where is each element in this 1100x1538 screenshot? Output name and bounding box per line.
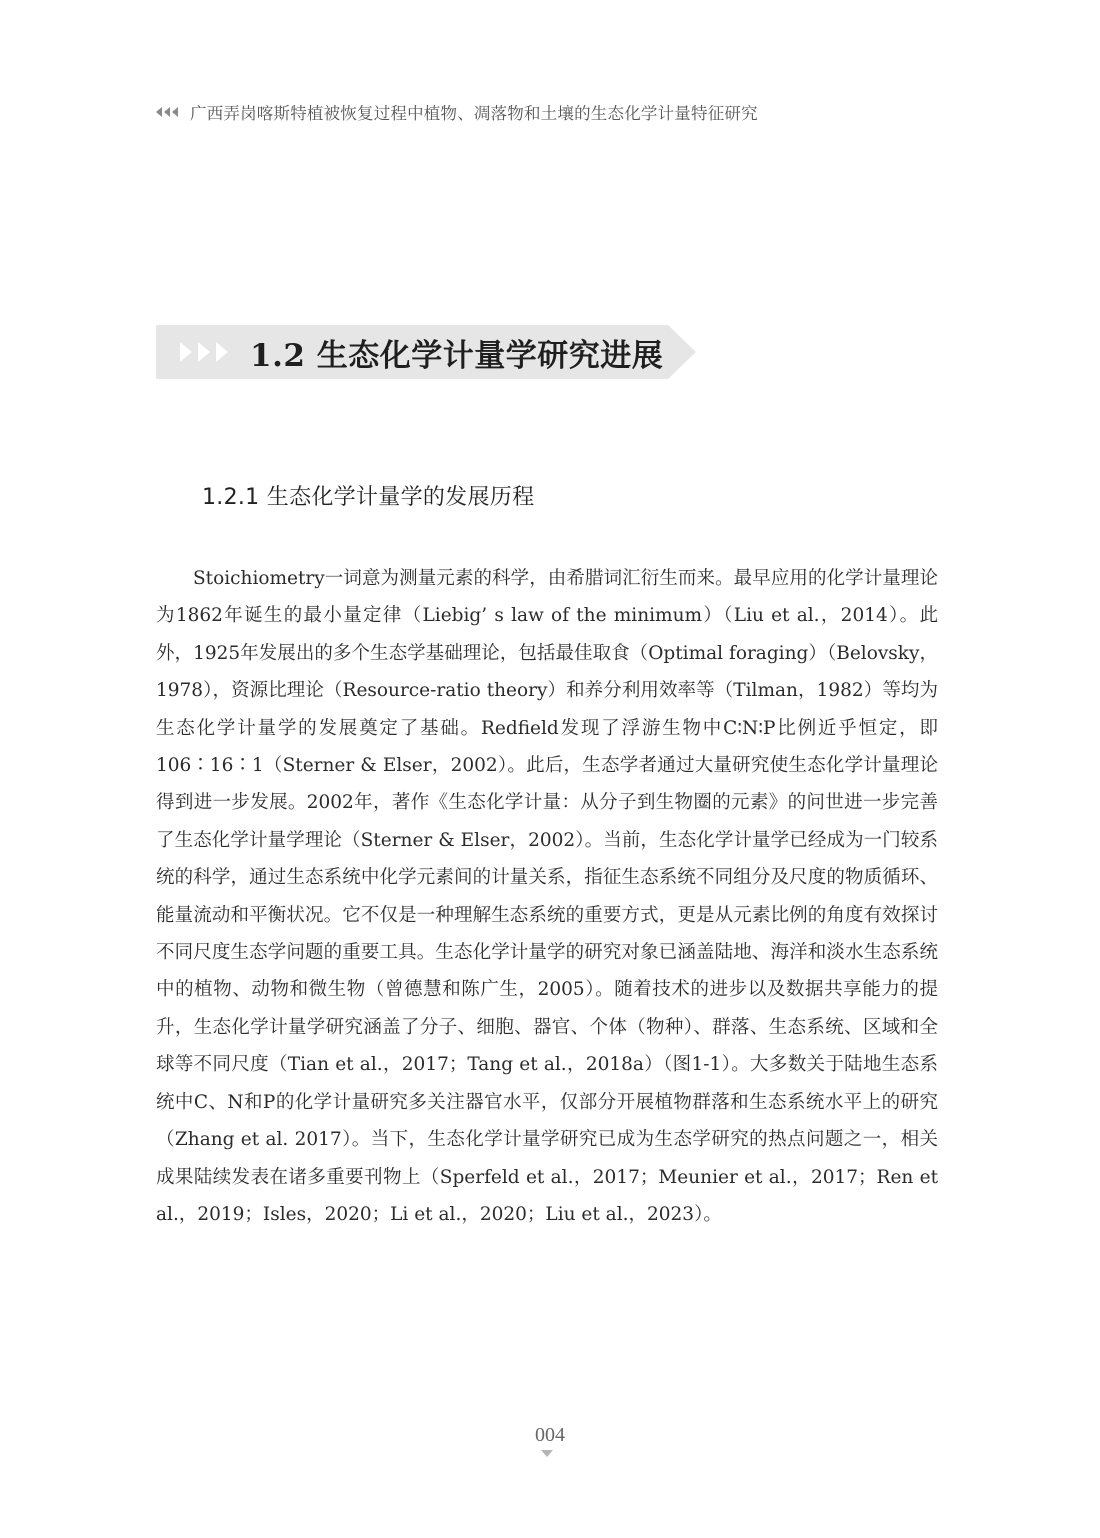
triple-right-chevron-icon [180, 342, 234, 362]
body-paragraph: Stoichiometry一词意为测量元素的科学，由希腊词汇衍生而来。最早应用的化学计量理论为1862年诞生的最小量定律（Liebig’ s law of the minimum）（Liu et al.，2014）。此外，1925年发展出的多个生态学基础理论，包括最佳取食（Optimal foraging）（Belovsky，1978），资源比理论（Resource-ratio theory）和养分利用效率等（Tilman，1982）等均为生态化学计量学的发展奠定了基础。Redfield发现了浮游生物中C∶N∶P比例近乎恒定，即106∶16∶1（Sterner & Elser，2002）。此后，生态学者通过大量研究使生态化学计量理论得到进一步发展。2002年，著作《生态化学计量：从分子到生物圈的元素》的问世进一步完善了生态化学计量学理论（Sterner & Elser，2002）。当前，生态化学计量学已经成为一门较系统的科学，通过生态系统中化学元素间的计量关系，指征生态系统不同组分及尺度的物质循环、能量流动和平衡状况。它不仅是一种理解生态系统的重要方式，更是从元素比例的角度有效探讨不同尺度生态学问题的重要工具。生态化学计量学的研究对象已涵盖陆地、海洋和淡水生态系统中的植物、动物和微生物（曾德慧和陈广生，2005）。随着技术的进步以及数据共享能力的提升，生态化学计量学研究涵盖了分子、细胞、器官、个体（物种）、群落、生态系统、区域和全球等不同尺度（Tian et al.，2017；Tang et al.，2018a）（图1-1）。大多数关于陆地生态系统中C、N和P的化学计量研究多关注器官水平，仅部分开展植物群落和生态系统水平上的研究（Zhang et al. 2017）。当下，生态化学计量学研究已成为生态学研究的热点问题之一，相关成果陆续发表在诸多重要刊物上（Sperfeld et al.，2017；Meunier et al.，2017；Ren et al.，2019；Isles，2020；Li et al.，2020；Liu et al.，2023）。 [156, 568, 938, 1225]
running-header [156, 100, 758, 124]
section-heading-banner [156, 325, 696, 379]
subsection-title: 1.2.1 生态化学计量学的发展历程 [202, 485, 535, 510]
down-triangle-icon [541, 1450, 553, 1457]
section-title: 1.2 生态化学计量学研究进展 [250, 337, 664, 374]
page-number: 004 [535, 1424, 565, 1446]
triple-left-arrow-icon [156, 107, 180, 117]
running-header-title: 广西弄岗喀斯特植被恢复过程中植物、凋落物和土壤的生态化学计量特征研究 [190, 104, 758, 123]
